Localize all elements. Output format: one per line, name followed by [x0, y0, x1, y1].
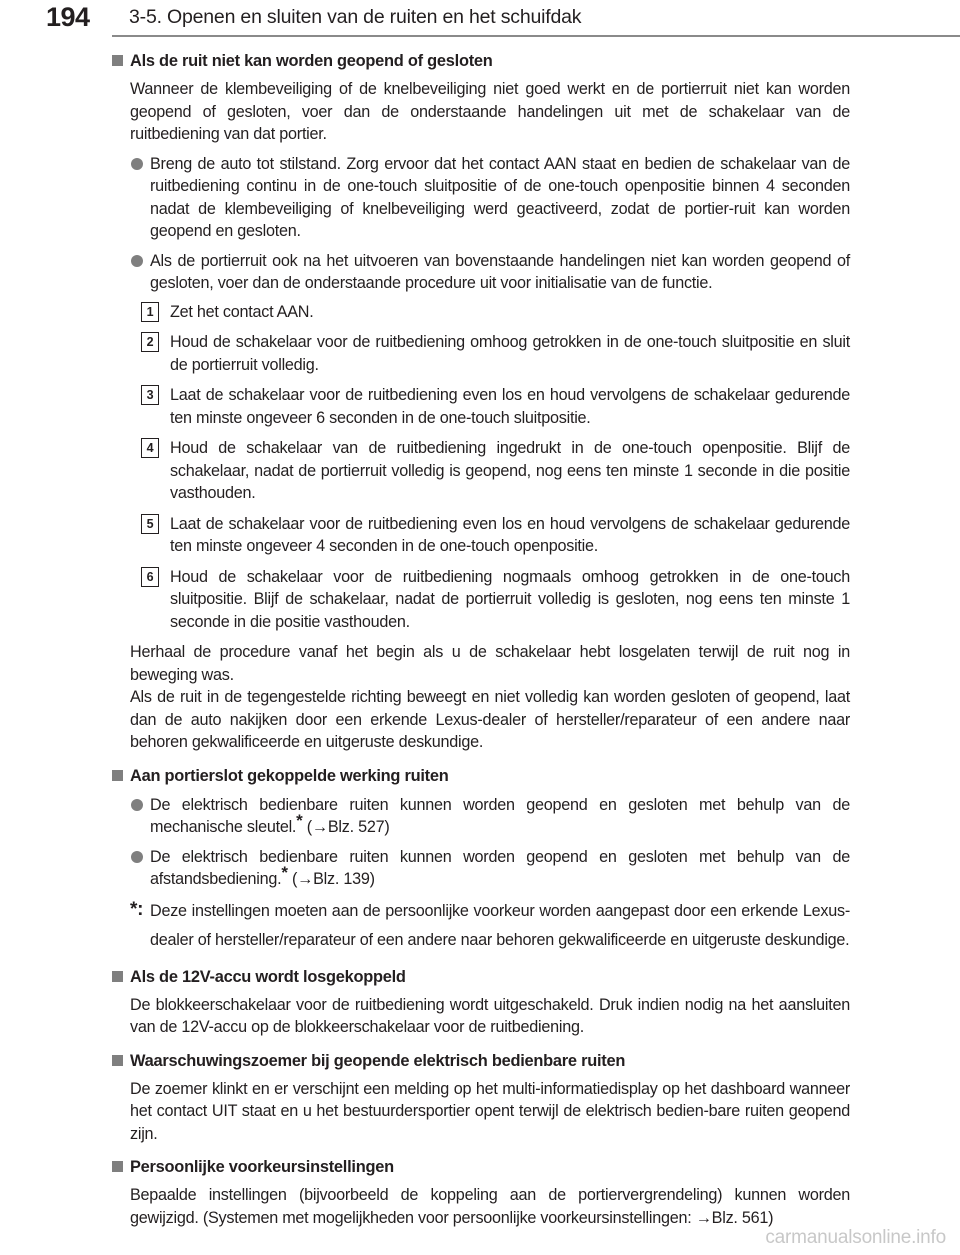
round-bullet-icon	[131, 799, 143, 811]
bullet-item: De elektrisch bedienbare ruiten kunnen worden geopend en gesloten met behulp van de mechanische sleutel.* (→Blz. 527)	[130, 794, 850, 839]
section-door-lock-linked	[112, 765, 850, 955]
section-title: Als de 12V-accu wordt losgekoppeld	[130, 966, 850, 988]
step-item: 4 Houd de schakelaar van de ruitbediening ingedrukt in de one-touch openpositie. Blijf de schakelaar, nadat de portierruit volledig is geopend, nog eens ten minste 1 seconde in die positie vasthouden.	[130, 437, 850, 505]
square-bullet-icon	[112, 971, 123, 982]
section-text: De zoemer klinkt en er verschijnt een melding op het multi-informatiedisplay op het dashboard wanneer het contact UIT staat en u het bestuurdersportier opent terwijl de elektrisch bedien-bare ruiten geopend zijn.	[130, 1079, 850, 1143]
section-title: Waarschuwingszoemer bij geopende elektrisch bedienbare ruiten	[130, 1050, 850, 1072]
page-header	[0, 0, 960, 40]
page-content	[112, 50, 850, 1234]
step-number-box: 1	[141, 302, 159, 322]
section-personal-settings	[112, 1156, 850, 1229]
square-bullet-icon	[112, 55, 123, 66]
step-item: 6 Houd de schakelaar voor de ruitbediening nogmaals omhoog getrokken in de one-touch sluitpositie. Blijf de schakelaar, nadat de portierruit volledig is gesloten, nog eens ten minste 1 seconde in die positie vasthouden.	[130, 566, 850, 634]
chapter-title: 3-5. Openen en sluiten van de ruiten en het schuifdak	[129, 6, 582, 28]
bullet-item: Als de portierruit ook na het uitvoeren van bovenstaande handelingen niet kan worden geopend of gesloten, voer dan de onderstaande procedure uit voor initialisatie van de functie.	[130, 250, 850, 295]
header-rule	[112, 35, 960, 37]
step-item: 5 Laat de schakelaar voor de ruitbediening even los en houd vervolgens de schakelaar gedurende ten minste ongeveer 4 seconden in de one-touch openpositie.	[130, 513, 850, 558]
section-warning-buzzer	[112, 1050, 850, 1146]
square-bullet-icon	[112, 770, 123, 781]
step-number-box: 2	[141, 332, 159, 352]
section-12v-battery	[112, 966, 850, 1039]
step-item: 2 Houd de schakelaar voor de ruitbediening omhoog getrokken in de one-touch sluitpositie en sluit de portierruit volledig.	[130, 331, 850, 376]
page-number: 194	[46, 2, 90, 32]
step-number-box: 6	[141, 567, 159, 587]
step-number-box: 3	[141, 385, 159, 405]
step-item: 3 Laat de schakelaar voor de ruitbediening even los en houd vervolgens de schakelaar gedurende ten minste ongeveer 6 seconden in de one-touch sluitpositie.	[130, 384, 850, 429]
round-bullet-icon	[131, 255, 143, 267]
bullet-item: Breng de auto tot stilstand. Zorg ervoor dat het contact AAN staat en bedien de schakelaar van de ruitbediening continu in de one-touch sluitpositie of de one-touch openpositie binnen 4 seconden nadat de klembeveiliging of knelbeveiliging werd geactiveerd, zodat de portier-ruit kan worden geopend en gesloten.	[130, 153, 850, 243]
footnote: *: Deze instellingen moeten aan de persoonlijke voorkeur worden aangepast door een erkende Lexus-dealer of hersteller/reparateur of een andere naar behoren gekwalificeerde en uitgeruste deskundige.	[130, 897, 850, 955]
section-outro: Herhaal de procedure vanaf het begin als u de schakelaar hebt losgelaten terwijl de ruit nog in beweging was. Als de ruit in de tegengestelde richting beweegt en niet volledig kan worden gesloten of geopend, laat dan de auto nakijken door een erkende Lexus-dealer of hersteller/reparateur of een andere naar behoren gekwalificeerde en uitgeruste deskundige.	[130, 643, 850, 751]
section-text: Bepaalde instellingen (bijvoorbeeld de koppeling aan de portiervergrendeling) kunnen worden gewijzigd. (Systemen met mogelijkheden voor persoonlijke voorkeursinstellingen: →Blz. 561)	[130, 1186, 850, 1227]
round-bullet-icon	[131, 158, 143, 170]
section-intro: Wanneer de klembeveiliging of de knelbeveiliging niet goed werkt en de portierruit niet kan worden geopend of gesloten, voer dan de onderstaande handelingen uit met de schakelaar van de ruitbediening van dat portier.	[130, 80, 850, 143]
page-reference: (→Blz. 527)	[302, 818, 390, 836]
section-title: Persoonlijke voorkeursinstellingen	[130, 1156, 850, 1178]
watermark: carmanualsonline.info	[765, 1227, 946, 1248]
section-title: Aan portierslot gekoppelde werking ruiten	[130, 765, 850, 787]
section-window-blocked	[112, 50, 850, 754]
round-bullet-icon	[131, 851, 143, 863]
section-text: De blokkeerschakelaar voor de ruitbediening wordt uitgeschakeld. Druk indien nodig na het aansluiten van de 12V-accu op de blokkeerschakelaar voor de ruitbediening.	[130, 995, 850, 1036]
footnote-mark: *	[281, 863, 288, 882]
step-item: 1 Zet het contact AAN.	[130, 301, 850, 324]
footnote-marker: *:	[130, 898, 144, 920]
footnote-mark: *	[296, 811, 303, 830]
square-bullet-icon	[112, 1055, 123, 1066]
step-number-box: 4	[141, 438, 159, 458]
step-number-box: 5	[141, 514, 159, 534]
square-bullet-icon	[112, 1161, 123, 1172]
section-title: Als de ruit niet kan worden geopend of gesloten	[130, 50, 850, 72]
page-reference: (→Blz. 139)	[287, 870, 375, 888]
bullet-item: De elektrisch bedienbare ruiten kunnen worden geopend en gesloten met behulp van de afstandsbediening.* (→Blz. 139)	[130, 846, 850, 891]
